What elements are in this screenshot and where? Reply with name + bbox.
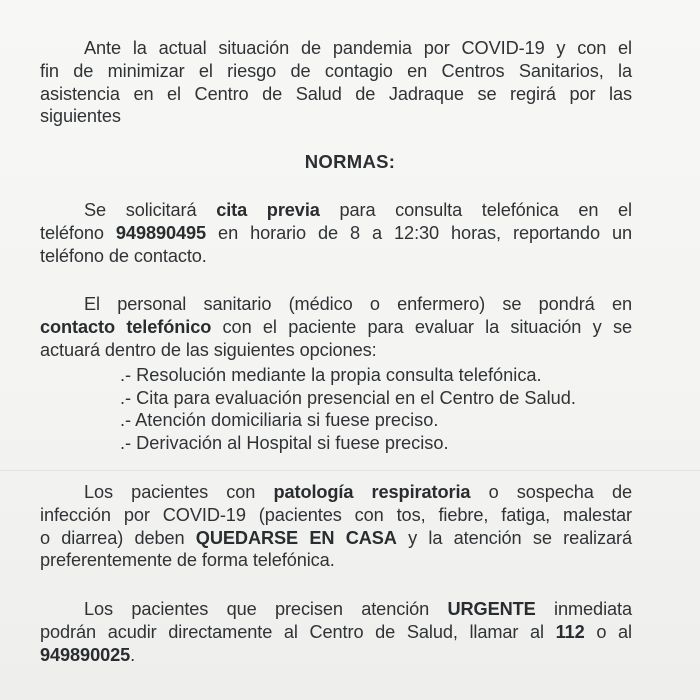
cita-text: para consulta telefónica en el	[319, 200, 632, 220]
respiratoria-text: y la atención se realizará	[396, 527, 632, 548]
personal-line: actuará dentro de las siguientes opciones:	[40, 339, 377, 360]
urgente-paragraph	[40, 598, 632, 666]
urgente-line	[40, 644, 632, 667]
urgente-text: Los pacientes que precisen atención	[84, 599, 448, 619]
cita-line	[40, 222, 632, 245]
respiratoria-line: infección por COVID-19 (pacientes con tos, fiebre, fatiga, malestar	[40, 504, 632, 525]
personal-text: con el paciente para evaluar la situación y se	[211, 316, 632, 337]
emergency-number: 112	[555, 621, 585, 642]
intro-line: Ante la actual situación de pandemia por COVID-19 y con el	[84, 38, 632, 58]
appointment-phone-number: 949890495	[115, 222, 207, 243]
patologia-respiratoria-emphasis: patología respiratoria	[273, 482, 471, 502]
option-item: .- Derivación al Hospital si fuese preciso.	[120, 432, 449, 453]
normas-title: NORMAS:	[304, 151, 396, 172]
urgente-text: .	[130, 644, 136, 665]
cita-text: Se solicitará	[84, 200, 217, 220]
intro-line: fin de minimizar el riesgo de contagio en Centros Sanitarios, la	[40, 60, 632, 81]
scan-artifact-line	[0, 470, 700, 471]
option-item: .- Cita para evaluación presencial en el Centro de Salud.	[120, 387, 576, 408]
urgente-text: inmediata	[535, 599, 632, 619]
urgente-text: podrán acudir directamente al Centro de Salud, llamar al	[40, 621, 556, 642]
cita-previa-emphasis: cita previa	[216, 200, 320, 220]
contacto-telefonico-emphasis: contacto telefónico	[40, 316, 212, 337]
respiratoria-line	[40, 527, 632, 550]
cita-line	[40, 199, 632, 222]
cita-line: teléfono de contacto.	[40, 245, 207, 266]
intro-line: asistencia en el Centro de Salud de Jadraque se regirá por las	[40, 83, 632, 104]
urgent-phone-number: 949890025	[40, 644, 131, 665]
personal-line	[40, 316, 632, 339]
respiratoria-paragraph	[40, 481, 632, 572]
personal-paragraph	[40, 293, 632, 361]
cita-text: teléfono	[40, 222, 116, 243]
respiratoria-text: o sospecha de	[470, 482, 632, 502]
respiratoria-line	[40, 481, 632, 504]
urgente-line	[40, 598, 632, 621]
option-item: .- Resolución mediante la propia consulta telefónica.	[120, 365, 542, 385]
urgente-text: o al	[584, 621, 632, 642]
respiratoria-text: Los pacientes con	[84, 482, 274, 502]
intro-line: siguientes	[40, 106, 121, 127]
option-item: .- Atención domiciliaria si fuese preciso.	[120, 410, 439, 431]
urgente-emphasis: URGENTE	[447, 599, 536, 619]
respiratoria-line: preferentemente de forma telefónica.	[40, 550, 335, 571]
intro-paragraph	[40, 37, 632, 128]
urgente-line	[40, 621, 632, 644]
respiratoria-text: o diarrea) deben	[40, 527, 196, 548]
quedarse-en-casa-emphasis: QUEDARSE EN CASA	[195, 527, 397, 548]
personal-line: El personal sanitario (médico o enfermero) se pondrá en	[84, 294, 632, 314]
cita-paragraph	[40, 199, 632, 267]
cita-text: en horario de 8 a 12:30 horas, reportando un	[206, 222, 632, 243]
options-list	[120, 364, 576, 454]
